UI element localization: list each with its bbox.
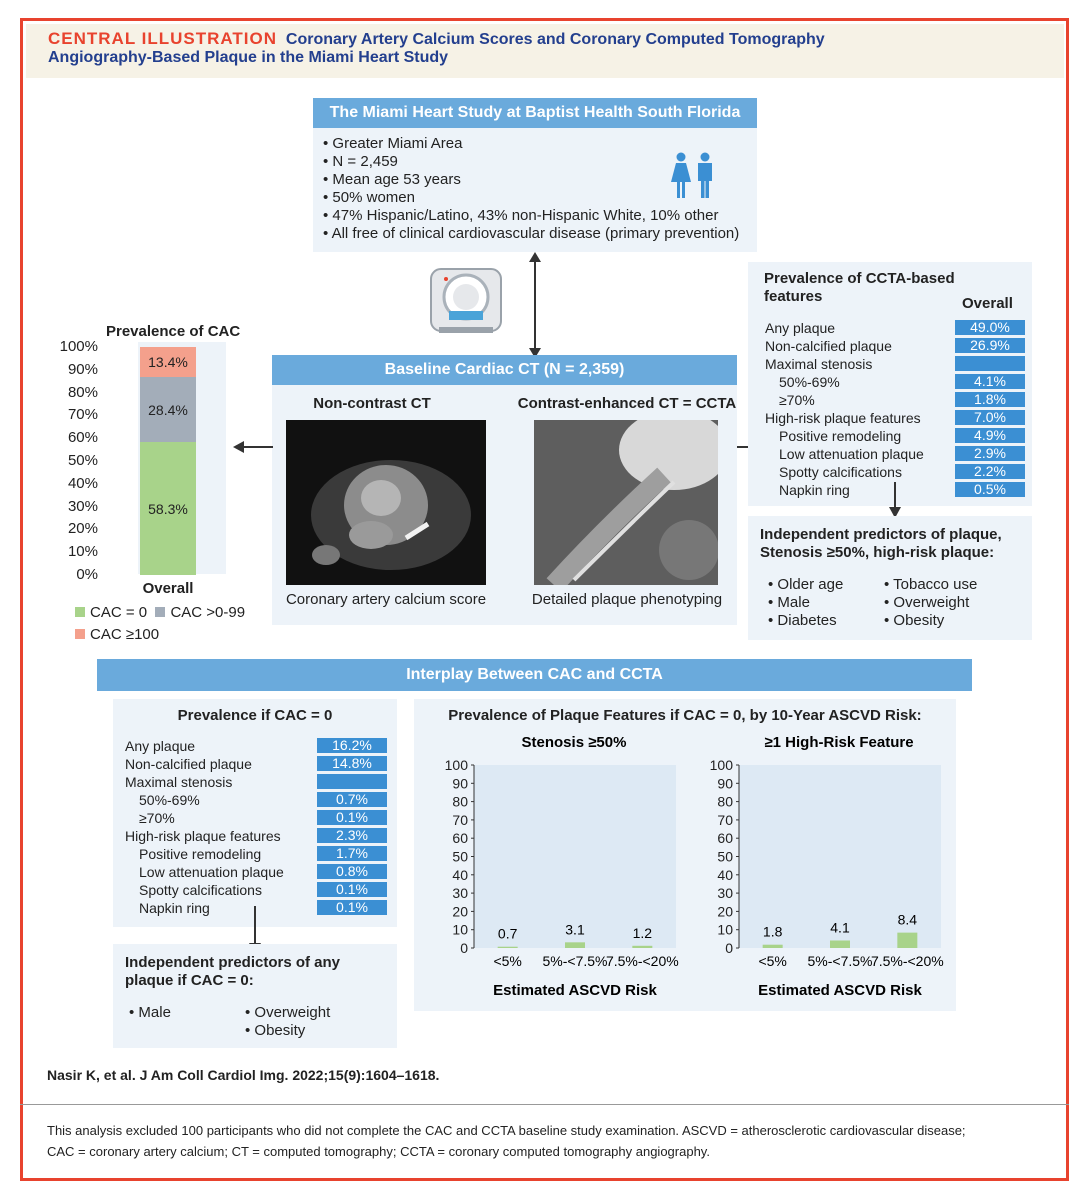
table-row: [125, 881, 387, 899]
predictor-item: • Tobacco use: [884, 576, 978, 593]
table-row: [765, 373, 1025, 391]
study-bullet: • 50% women: [323, 189, 415, 206]
row-label: Maximal stenosis: [125, 774, 233, 790]
table-row: [765, 427, 1025, 445]
row-value: 1.7%: [317, 846, 387, 861]
bar-value-label: 1.2: [632, 924, 653, 941]
cac0-predictors-panel: [113, 944, 397, 1048]
predictors-title-1: Independent predictors of plaque,: [760, 526, 1002, 543]
study-bullet: • N = 2,459: [323, 153, 398, 170]
arrow-down-ccta: [888, 482, 902, 518]
x-tick-label: <5%: [758, 953, 787, 969]
predictors-left: [768, 576, 843, 630]
risk-panel-title: Prevalence of Plaque Features if CAC = 0, by 10-Year ASCVD Risk:: [448, 707, 922, 724]
predictor-item: • Male: [768, 594, 810, 611]
y-tick-label: 70: [452, 811, 468, 828]
y-tick-label: 90: [717, 775, 733, 792]
risk-chart-title: Stenosis ≥50%: [521, 734, 627, 751]
bar: [565, 942, 585, 948]
predictor-item: • Overweight: [245, 1004, 331, 1021]
cac-segment-label: 13.4%: [148, 354, 188, 371]
predictors-title-2: Stenosis ≥50%, high-risk plaque:: [760, 544, 995, 561]
arrow-left: [233, 440, 273, 454]
non-contrast-ct-image: [286, 420, 486, 585]
ccta-image: [534, 420, 718, 585]
y-tick-label: 50: [717, 848, 733, 865]
y-tick-label: 0: [725, 940, 733, 956]
predictor-item: • Older age: [768, 576, 844, 593]
y-tick-label: 90: [452, 775, 468, 792]
title-line-1: Coronary Artery Calcium Scores and Coronary Computed Tomography: [285, 31, 825, 48]
footnote-line-1: This analysis excluded 100 participants who did not complete the CAC and CCTA baseline study examination. ASCVD = atherosclerotic cardiovascular disease;: [47, 1123, 966, 1138]
table-row: [765, 319, 1025, 337]
table-row: [765, 391, 1025, 409]
y-tick-label: 80: [452, 793, 468, 810]
cac-tick-label: 100%: [59, 338, 98, 355]
y-tick-label: 70: [717, 811, 733, 828]
x-tick-label: 7.5%-<20%: [870, 953, 944, 969]
cac-chart-title: Prevalence of CAC: [106, 323, 241, 340]
row-value: 0.1%: [317, 882, 387, 897]
table-row: [125, 863, 387, 881]
y-tick-label: 100: [444, 757, 468, 773]
cac0-table: [125, 737, 387, 917]
bar: [763, 945, 783, 948]
row-value: [955, 356, 1025, 371]
cac-bar-segment: [140, 347, 196, 378]
study-panel: [313, 128, 757, 252]
bar-value-label: 4.1: [830, 919, 850, 936]
row-label: Non-calcified plaque: [765, 338, 892, 354]
row-value: 1.8%: [955, 392, 1025, 407]
bar-value-label: 3.1: [565, 921, 585, 938]
cac-tick-label: 40%: [67, 474, 98, 492]
y-tick-label: 50: [452, 848, 468, 865]
table-row: [125, 845, 387, 863]
table-row: [765, 463, 1025, 481]
predictor-item: • Obesity: [245, 1022, 306, 1039]
row-value: 0.1%: [317, 900, 387, 915]
table-row: [765, 445, 1025, 463]
row-value: 16.2%: [317, 738, 387, 753]
ccta-panel: [748, 262, 1032, 506]
cac0-pred-title-1: Independent predictors of any: [125, 954, 341, 971]
bar: [830, 940, 850, 948]
cac-tick-label: 30%: [67, 497, 98, 515]
row-label: Positive remodeling: [779, 428, 902, 444]
cac-bar-segment: [140, 442, 196, 575]
y-tick-label: 60: [717, 830, 733, 847]
ccta-heading: Contrast-enhanced CT = CCTA: [517, 395, 737, 412]
row-label: 50%-69%: [779, 374, 840, 390]
cac0-predictors-left: [129, 1004, 171, 1022]
row-label: Low attenuation plaque: [779, 446, 924, 462]
legend-cac-0-99: CAC >0-99: [170, 604, 246, 621]
row-label: High-risk plaque features: [765, 410, 921, 426]
row-label: Spotty calcifications: [139, 882, 262, 898]
bar-value-label: 1.8: [762, 923, 783, 940]
cac-xlabel: Overall: [142, 580, 194, 597]
row-value: 0.7%: [317, 792, 387, 807]
cac-tick-label: 70%: [67, 406, 98, 424]
row-label: Positive remodeling: [139, 846, 262, 862]
bar: [498, 947, 518, 948]
predictor-item: • Overweight: [884, 594, 970, 611]
cac-segment-label: 28.4%: [148, 401, 188, 418]
legend-swatch-cac-100: [75, 629, 85, 639]
row-label: Napkin ring: [779, 482, 850, 498]
y-tick-label: 10: [717, 921, 733, 938]
cac-tick-label: 50%: [67, 452, 98, 469]
central-illustration-label: CENTRAL ILLUSTRATION: [48, 29, 278, 48]
cac0-title: Prevalence if CAC = 0: [177, 707, 333, 724]
x-tick-label: <5%: [493, 953, 522, 969]
table-row: [125, 755, 387, 773]
row-value: 2.2%: [955, 464, 1025, 479]
row-value: 7.0%: [955, 410, 1025, 425]
cac-tick-label: 10%: [67, 543, 98, 561]
y-tick-label: 20: [452, 903, 468, 920]
legend-swatch-cac0: [75, 607, 85, 617]
y-tick-label: 80: [717, 793, 733, 810]
row-value: 0.1%: [317, 810, 387, 825]
legend-cac0: CAC = 0: [90, 604, 148, 621]
row-value: 2.3%: [317, 828, 387, 843]
table-row: [125, 773, 387, 791]
legend-cac-100: CAC ≥100: [90, 626, 160, 643]
footnote: [47, 1120, 1057, 1162]
bar-value-label: 0.7: [497, 925, 518, 942]
people-icon: [668, 152, 720, 200]
table-row: [125, 827, 387, 845]
cac-tick-label: 60%: [67, 429, 98, 447]
y-tick-label: 20: [717, 903, 733, 920]
cac0-pred-title-2: plaque if CAC = 0:: [125, 972, 254, 989]
legend-swatch-cac-0-99: [155, 607, 165, 617]
ccta-overall-header: Overall: [962, 295, 1013, 312]
y-tick-label: 30: [452, 885, 468, 902]
double-arrow: [525, 252, 545, 358]
x-tick-label: 5%-<7.5%: [807, 953, 873, 969]
table-row: [125, 791, 387, 809]
bar-value-label: 8.4: [897, 911, 918, 928]
row-label: ≥70%: [779, 392, 815, 408]
cac0-predictors-right: [245, 1004, 330, 1040]
y-tick-label: 40: [452, 866, 468, 883]
cac-tick-label: 80%: [67, 383, 98, 401]
row-label: 50%-69%: [139, 792, 200, 808]
cac0-panel: [113, 699, 397, 927]
row-label: Low attenuation plaque: [139, 864, 284, 880]
ct-scanner-icon: [425, 265, 507, 337]
study-bullet: • 47% Hispanic/Latino, 43% non-Hispanic White, 10% other: [323, 207, 719, 224]
cac-stacked-bar: [140, 347, 196, 575]
cac-legend: [75, 604, 275, 644]
ccta-title-1: Prevalence of CCTA-based: [764, 270, 955, 287]
y-tick-label: 10: [452, 921, 468, 938]
row-label: Maximal stenosis: [765, 356, 873, 372]
row-value: 0.5%: [955, 482, 1025, 497]
row-label: High-risk plaque features: [125, 828, 281, 844]
baseline-panel: [272, 385, 737, 625]
row-value: 49.0%: [955, 320, 1025, 335]
study-title: The Miami Heart Study at Baptist Health South Florida: [313, 98, 757, 128]
interplay-title: Interplay Between CAC and CCTA: [97, 659, 972, 691]
row-value: 4.9%: [955, 428, 1025, 443]
predictors-panel: [748, 516, 1032, 640]
cac-score-caption: Coronary artery calcium score: [285, 591, 487, 608]
table-row: [765, 355, 1025, 373]
study-bullet: • Mean age 53 years: [323, 171, 461, 188]
ccta-table: [765, 319, 1025, 499]
row-value: [317, 774, 387, 789]
cac-segment-label: 58.3%: [148, 500, 188, 517]
plaque-phenotyping-caption: Detailed plaque phenotyping: [531, 591, 723, 608]
study-bullet: • Greater Miami Area: [323, 135, 463, 152]
y-tick-label: 0: [460, 940, 468, 956]
baseline-title: Baseline Cardiac CT (N = 2,359): [272, 355, 737, 385]
y-tick-label: 60: [452, 830, 468, 847]
bar: [632, 946, 652, 948]
table-row: [765, 409, 1025, 427]
predictors-right: [884, 576, 977, 630]
header: [26, 24, 1064, 78]
study-bullet: • All free of clinical cardiovascular disease (primary prevention): [323, 225, 740, 242]
risk-panel: [414, 699, 956, 1011]
row-value: 2.9%: [955, 446, 1025, 461]
bar: [897, 933, 917, 948]
y-tick-label: 30: [717, 885, 733, 902]
x-tick-label: 7.5%-<20%: [605, 953, 679, 969]
cac-tick-label: 0%: [76, 566, 98, 583]
table-row: [125, 737, 387, 755]
predictor-item: • Male: [129, 1004, 171, 1021]
row-value: 14.8%: [317, 756, 387, 771]
non-contrast-heading: Non-contrast CT: [313, 395, 431, 412]
cac-tick-label: 90%: [67, 360, 98, 378]
table-row: [125, 809, 387, 827]
table-row: [765, 337, 1025, 355]
risk-charts: [414, 725, 956, 1005]
risk-chart-title: ≥1 High-Risk Feature: [764, 734, 914, 751]
x-tick-label: 5%-<7.5%: [542, 953, 608, 969]
title-line-2: Angiography-Based Plaque in the Miami Heart Study: [48, 49, 449, 66]
y-tick-label: 40: [717, 866, 733, 883]
predictor-item: • Diabetes: [768, 612, 837, 629]
row-label: Any plaque: [765, 320, 836, 336]
row-label: Spotty calcifications: [779, 464, 902, 480]
cac-tick-label: 20%: [67, 520, 98, 538]
row-label: Napkin ring: [139, 900, 210, 916]
row-value: 4.1%: [955, 374, 1025, 389]
row-label: Non-calcified plaque: [125, 756, 252, 772]
footnote-line-2: CAC = coronary artery calcium; CT = computed tomography; CCTA = coronary computed tomography angiography.: [47, 1144, 710, 1159]
row-label: Any plaque: [125, 738, 196, 754]
row-value: 0.8%: [317, 864, 387, 879]
citation: Nasir K, et al. J Am Coll Cardiol Img. 2022;15(9):1604–1618.: [47, 1067, 440, 1083]
footnote-divider: [20, 1104, 1069, 1105]
predictor-item: • Obesity: [884, 612, 945, 629]
x-axis-label: Estimated ASCVD Risk: [758, 982, 922, 999]
cac-bar-segment: [140, 377, 196, 442]
ccta-title-2: features: [764, 288, 823, 305]
row-label: ≥70%: [139, 810, 175, 826]
y-tick-label: 100: [709, 757, 733, 773]
row-value: 26.9%: [955, 338, 1025, 353]
x-axis-label: Estimated ASCVD Risk: [493, 982, 657, 999]
